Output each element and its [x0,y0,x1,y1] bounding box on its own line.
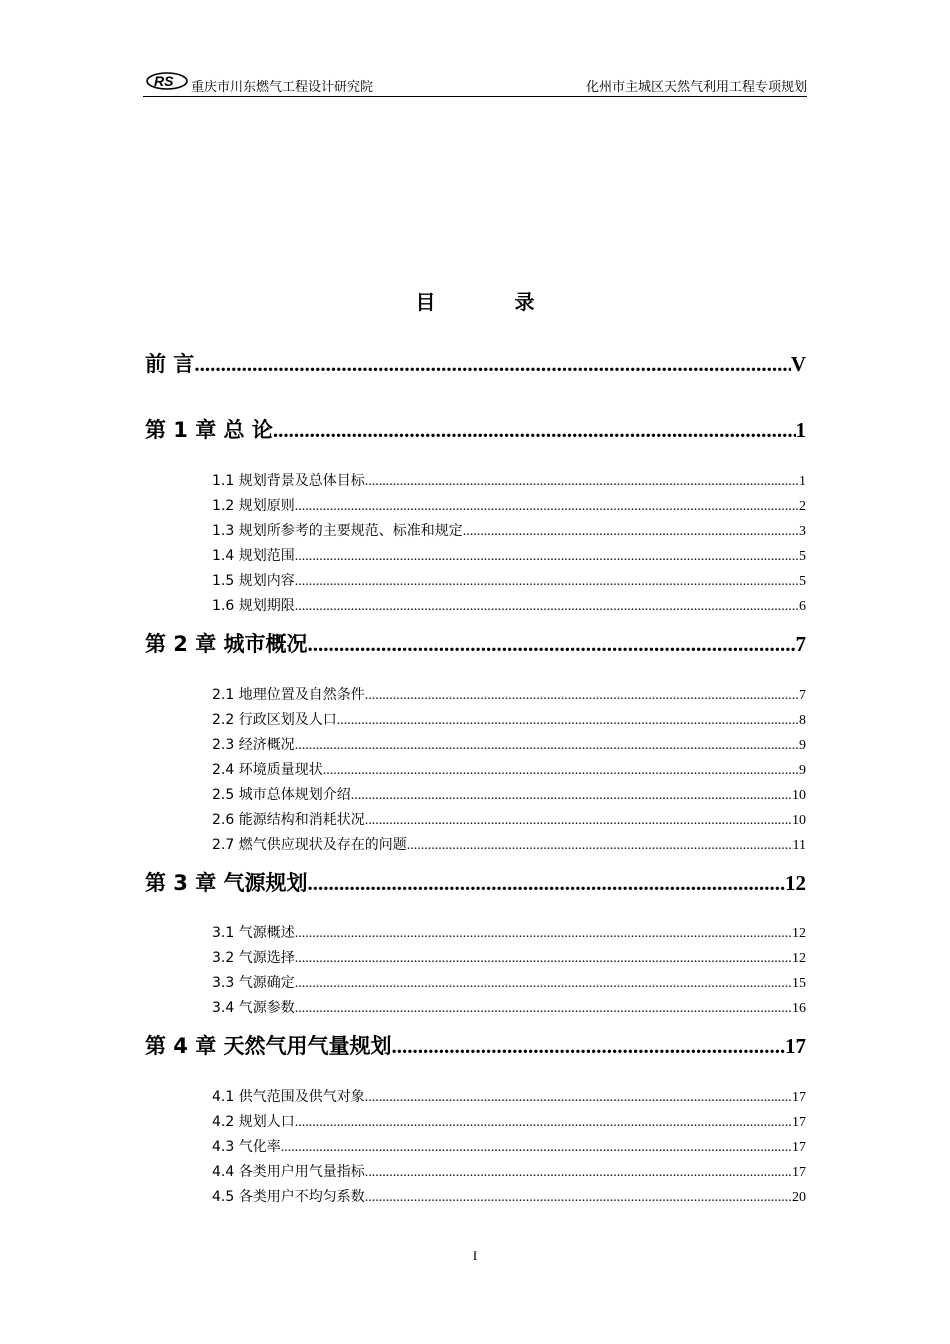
toc-entry-label: 第 1 章 总 论 [145,418,273,442]
toc-entry-label: 2.1 地理位置及自然条件 [212,687,365,703]
toc-entry-page: 9 [799,738,806,753]
toc-entry-label: 1.2 规划原则 [212,498,295,514]
toc-dot-leader [295,549,799,565]
toc-title: 目 录 [415,290,571,314]
toc-section-entry[interactable] [212,834,806,854]
toc-entry-page: 17 [792,1115,806,1130]
toc-entry-page: 9 [799,763,806,778]
toc-entry-label: 3.3 气源确定 [212,975,295,991]
toc-entry-label: 第 4 章 天然气用气量规划 [145,1034,392,1058]
toc-entry-label: 4.1 供气范围及供气对象 [212,1089,365,1105]
toc-entry-page: 1 [799,474,806,489]
toc-entry-page: 17 [792,1140,806,1155]
toc-dot-leader [295,574,799,590]
toc-section-entry[interactable] [212,759,806,779]
toc-section-entry[interactable] [212,520,806,540]
toc-section-entry[interactable] [212,997,806,1017]
toc-entry-label: 2.2 行政区划及人口 [212,712,337,728]
toc-entry-page: 2 [799,499,806,514]
toc-section-entry[interactable] [212,1086,806,1106]
toc-dot-leader [295,1001,792,1017]
toc-section-entry[interactable] [212,470,806,490]
toc-entry-page: 10 [792,788,806,803]
toc-dot-leader [295,599,799,615]
toc-section-entry[interactable] [212,709,806,729]
toc-section-entry[interactable] [212,809,806,829]
toc-dot-leader [295,976,792,992]
toc-entry-label: 1.4 规划范围 [212,548,295,564]
toc-entry-page: 17 [792,1165,806,1180]
toc-entry-label: 2.3 经济概况 [212,737,295,753]
toc-entry-page: 10 [792,813,806,828]
toc-entry-page: 11 [792,838,806,853]
toc-entry-label: 2.4 环境质量现状 [212,762,323,778]
toc-entry-label: 第 3 章 气源规划 [145,871,308,895]
toc-entry-page: 3 [799,524,806,539]
toc-entry-page: 5 [799,549,806,564]
toc-chapter-entry[interactable] [145,867,806,897]
toc-entry-page: 12 [785,871,806,895]
page-header [143,70,807,97]
toc-entry-label: 4.2 规划人口 [212,1114,295,1130]
toc-section-entry[interactable] [212,784,806,804]
toc-entry-page: 5 [799,574,806,589]
toc-section-entry[interactable] [212,545,806,565]
page-number: I [472,1248,478,1263]
toc-dot-leader [365,688,799,704]
company-logo [145,71,189,91]
toc-section-entry[interactable] [212,595,806,615]
toc-section-entry[interactable] [212,947,806,967]
toc-section-entry[interactable] [212,1136,806,1156]
toc-section-entry[interactable] [212,1111,806,1131]
toc-entry-page: 7 [799,688,806,703]
toc-entry-page: 16 [792,1001,806,1016]
toc-entry-label: 前 言 [145,352,195,376]
header-organization: 重庆市川东燃气工程设计研究院 [191,80,374,95]
toc-dot-leader [308,632,796,657]
toc-entry-page: 7 [795,632,806,656]
toc-entry-page: 15 [792,976,806,991]
toc-dot-leader [365,1190,792,1206]
toc-dot-leader [295,951,792,967]
toc-dot-leader [273,418,796,443]
toc-entry-page: 12 [792,951,806,966]
toc-entry-label: 1.5 规划内容 [212,573,295,589]
toc-entry-page: 20 [792,1190,806,1205]
toc-section-entry[interactable] [212,495,806,515]
toc-section-entry[interactable] [212,922,806,942]
toc-dot-leader [351,788,792,804]
toc-chapter-entry[interactable] [145,1030,806,1060]
toc-entry-label: 4.5 各类用户不均匀系数 [212,1189,365,1205]
toc-chapter-entry[interactable] [145,414,806,444]
toc-section-entry[interactable] [212,1161,806,1181]
toc-entry-page: V [790,352,806,376]
toc-entry-page: 17 [792,1090,806,1105]
toc-entry-label: 3.2 气源选择 [212,950,295,966]
toc-entry-page: 8 [799,713,806,728]
toc-dot-leader [337,713,799,729]
toc-dot-leader [295,1115,792,1131]
toc-chapter-entry[interactable] [145,348,806,378]
toc-entry-label: 4.4 各类用户用气量指标 [212,1164,365,1180]
toc-entry-label: 2.7 燃气供应现状及存在的问题 [212,837,407,853]
toc-entry-label: 3.1 气源概述 [212,925,295,941]
toc-entry-page: 6 [799,599,806,614]
toc-entry-label: 1.6 规划期限 [212,598,295,614]
toc-section-entry[interactable] [212,972,806,992]
toc-dot-leader [295,499,799,515]
toc-entry-label: 2.6 能源结构和消耗状况 [212,812,365,828]
toc-section-entry[interactable] [212,570,806,590]
toc-entry-label: 1.1 规划背景及总体目标 [212,473,365,489]
toc-dot-leader [365,474,799,490]
toc-entry-page: 12 [792,926,806,941]
toc-dot-leader [295,926,792,942]
toc-entry-label: 第 2 章 城市概况 [145,632,308,656]
toc-chapter-entry[interactable] [145,628,806,658]
toc-dot-leader [463,524,799,540]
toc-dot-leader [295,738,799,754]
toc-dot-leader [308,871,785,896]
toc-dot-leader [194,352,791,377]
toc-dot-leader [323,763,799,779]
toc-dot-leader [365,1090,792,1106]
toc-dot-leader [365,813,792,829]
toc-entry-page: 17 [785,1034,806,1058]
toc-dot-leader [365,1165,792,1181]
toc-entry-label: 1.3 规划所参考的主要规范、标准和规定 [212,523,463,539]
toc-dot-leader [392,1034,785,1059]
toc-dot-leader [281,1140,792,1156]
toc-entry-label: 3.4 气源参数 [212,1000,295,1016]
toc-section-entry[interactable] [212,1186,806,1206]
toc-entry-page: 1 [795,418,806,442]
logo-text: RS [154,73,174,89]
toc-entry-label: 2.5 城市总体规划介绍 [212,787,351,803]
toc-dot-leader [407,838,793,854]
toc-entry-label: 4.3 气化率 [212,1139,281,1155]
toc-section-entry[interactable] [212,684,806,704]
toc-section-entry[interactable] [212,734,806,754]
header-document-title: 化州市主城区天然气利用工程专项规划 [585,80,807,95]
